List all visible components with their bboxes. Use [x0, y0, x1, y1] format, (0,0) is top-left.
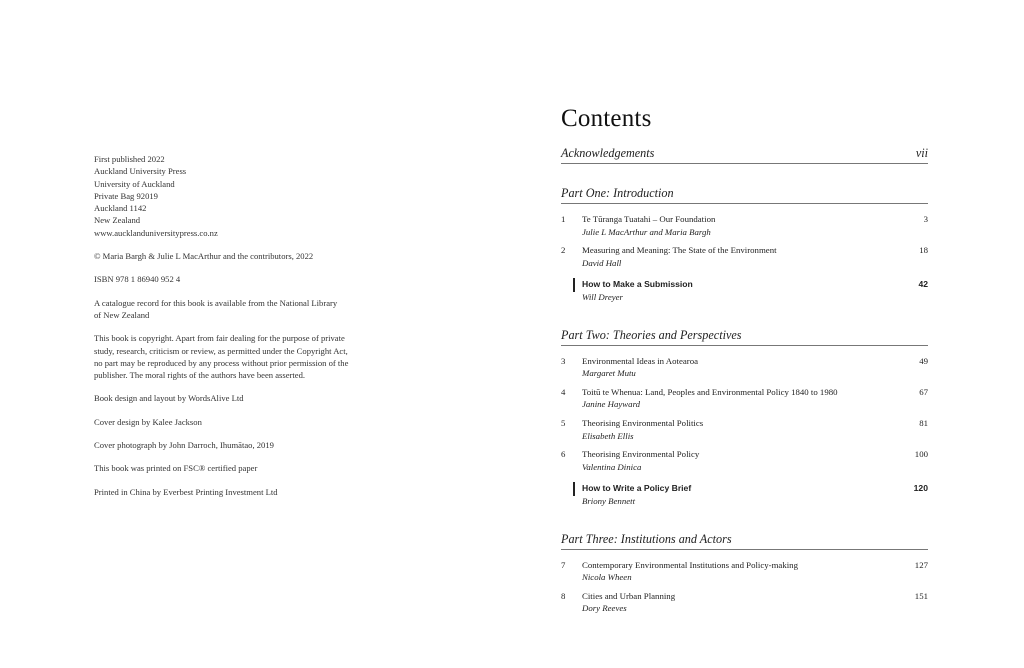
- page-number: 49: [919, 355, 928, 366]
- entry-author: Nicola Wheen: [582, 572, 632, 583]
- chapter-number: 1: [561, 214, 566, 224]
- page-number: 3: [923, 214, 928, 224]
- imprint-line: Auckland University Press: [94, 166, 187, 177]
- page-number: 151: [914, 590, 928, 601]
- publication-details: [94, 153, 384, 239]
- part-section: [561, 532, 928, 615]
- paper-notice: [94, 462, 384, 474]
- chapter-entry[interactable]: [561, 590, 928, 615]
- entry-body: [582, 559, 888, 584]
- entry-title: Theorising Environmental Politics: [582, 417, 704, 428]
- chapter-entry[interactable]: [561, 213, 928, 238]
- acknowledgements-section: [561, 146, 928, 164]
- isbn-text: ISBN 978 1 86940 952 4: [94, 274, 181, 285]
- rights-statement: [94, 332, 384, 381]
- entry-title: How to Make a Submission: [582, 279, 693, 290]
- chapter-entry[interactable]: [561, 448, 928, 473]
- page-number: 18: [919, 245, 928, 256]
- chapter-entry[interactable]: [561, 355, 928, 380]
- entry-author: Elisabeth Ellis: [582, 430, 634, 441]
- catalogue-line: of New Zealand: [94, 309, 150, 320]
- rights-line: study, research, criticism or review, as permitted under the Copyright Act,: [94, 345, 348, 356]
- publisher-website: www.aucklanduniversitypress.co.nz: [94, 227, 218, 238]
- page-number: 42: [918, 279, 928, 290]
- paper-text: This book was printed on FSC® certified paper: [94, 463, 258, 474]
- acknowledgements-label: Acknowledgements: [561, 146, 655, 160]
- page-number: 81: [919, 417, 928, 428]
- entry-title: How to Write a Policy Brief: [582, 483, 692, 494]
- page-number: 120: [913, 483, 928, 494]
- imprint-line: New Zealand: [94, 215, 141, 226]
- entry-body: [582, 278, 888, 303]
- entry-title: Theorising Environmental Policy: [582, 449, 700, 460]
- part-title: Part Two: Theories and Perspectives: [561, 327, 742, 342]
- chapter-number: 6: [561, 449, 566, 460]
- chapter-number: 5: [561, 417, 566, 428]
- feature-entry[interactable]: [561, 278, 928, 303]
- entry-list: [561, 550, 928, 615]
- entry-author: Julie L MacArthur and Maria Bargh: [582, 226, 711, 237]
- cover-photo-text: Cover photograph by John Darroch, Ihumātao, 2019: [94, 440, 274, 451]
- entry-body: [582, 386, 888, 411]
- contents-heading: Contents: [561, 105, 652, 132]
- entry-title: Te Tūranga Tuatahi – Our Foundation: [582, 214, 716, 224]
- cover-design-credit: [94, 416, 384, 428]
- chapter-entry[interactable]: [561, 559, 928, 584]
- imprint-line: Auckland 1142: [94, 203, 147, 214]
- entry-title: Environmental Ideas in Aotearoa: [582, 355, 699, 366]
- book-design-text: Book design and layout by WordsAlive Ltd: [94, 393, 244, 404]
- entry-body: [582, 355, 888, 380]
- rights-line: This book is copyright. Apart from fair dealing for the purpose of private: [94, 333, 345, 344]
- rights-line: publisher. The moral rights of the authors have been asserted.: [94, 370, 306, 381]
- part-heading: [561, 328, 928, 346]
- entry-author: David Hall: [582, 257, 622, 268]
- entry-body: [582, 213, 888, 238]
- acknowledgements-entry[interactable]: [561, 146, 928, 164]
- copyright-notice: [94, 250, 384, 262]
- entry-list: [561, 204, 928, 304]
- entry-author: Dory Reeves: [582, 603, 627, 614]
- isbn: [94, 273, 384, 285]
- entry-author: Valentina Dinica: [582, 461, 642, 472]
- entry-author: Margaret Mutu: [582, 368, 636, 379]
- entry-title: Contemporary Environmental Institutions and Policy-making: [582, 559, 798, 570]
- chapter-number: 4: [561, 386, 566, 397]
- entry-body: [582, 482, 888, 507]
- chapter-number: 8: [561, 590, 566, 601]
- part-title: Part One: Introduction: [561, 186, 674, 200]
- feature-marker-bar: [573, 482, 575, 496]
- entry-title: Measuring and Meaning: The State of the Environment: [582, 245, 777, 256]
- part-heading: [561, 532, 928, 550]
- entry-title: Toitū te Whenua: Land, Peoples and Environmental Policy 1840 to 1980: [582, 386, 838, 397]
- part-heading: [561, 186, 928, 204]
- entry-author: Will Dreyer: [582, 291, 623, 302]
- entry-title: Cities and Urban Planning: [582, 590, 676, 601]
- entry-body: [582, 590, 888, 615]
- copyright-text: © Maria Bargh & Julie L MacArthur and the contributors, 2022: [94, 251, 314, 262]
- entry-body: [582, 244, 888, 269]
- feature-marker-bar: [573, 278, 575, 292]
- part-section: [561, 328, 928, 508]
- entry-body: [582, 448, 888, 473]
- catalogue-record: [94, 297, 384, 322]
- table-of-contents: [561, 104, 928, 639]
- chapter-entry[interactable]: [561, 417, 928, 442]
- page-number: vii: [915, 146, 928, 160]
- imprint-line: First published 2022: [94, 154, 165, 164]
- feature-entry[interactable]: [561, 482, 928, 507]
- printer-text: Printed in China by Everbest Printing Investment Ltd: [94, 486, 278, 497]
- parts-list: [561, 186, 928, 615]
- chapter-number: 2: [561, 245, 566, 256]
- cover-photo-credit: [94, 439, 384, 451]
- catalogue-line: A catalogue record for this book is available from the National Library: [94, 297, 338, 308]
- printer-credit: [94, 486, 384, 498]
- chapter-entry[interactable]: [561, 386, 928, 411]
- page-number: 67: [919, 386, 928, 397]
- rights-line: no part may be reproduced by any process without prior permission of the: [94, 357, 349, 368]
- part-title: Part Three: Institutions and Actors: [561, 531, 732, 546]
- chapter-number: 3: [561, 355, 566, 366]
- imprint-line: Private Bag 92019: [94, 190, 158, 201]
- page-number: 127: [914, 559, 928, 570]
- cover-design-text: Cover design by Kalee Jackson: [94, 416, 202, 427]
- entry-list: [561, 346, 928, 508]
- page-number: 100: [914, 449, 928, 460]
- chapter-number: 7: [561, 559, 566, 570]
- imprint-line: University of Auckland: [94, 178, 175, 189]
- part-section: [561, 186, 928, 304]
- book-design-credit: [94, 392, 384, 404]
- entry-author: Briony Bennett: [582, 495, 636, 506]
- entry-author: Janine Hayward: [582, 399, 641, 410]
- contents-page: [512, 0, 1024, 668]
- imprint-block: [94, 153, 384, 509]
- chapter-entry[interactable]: [561, 244, 928, 269]
- entry-body: [582, 417, 888, 442]
